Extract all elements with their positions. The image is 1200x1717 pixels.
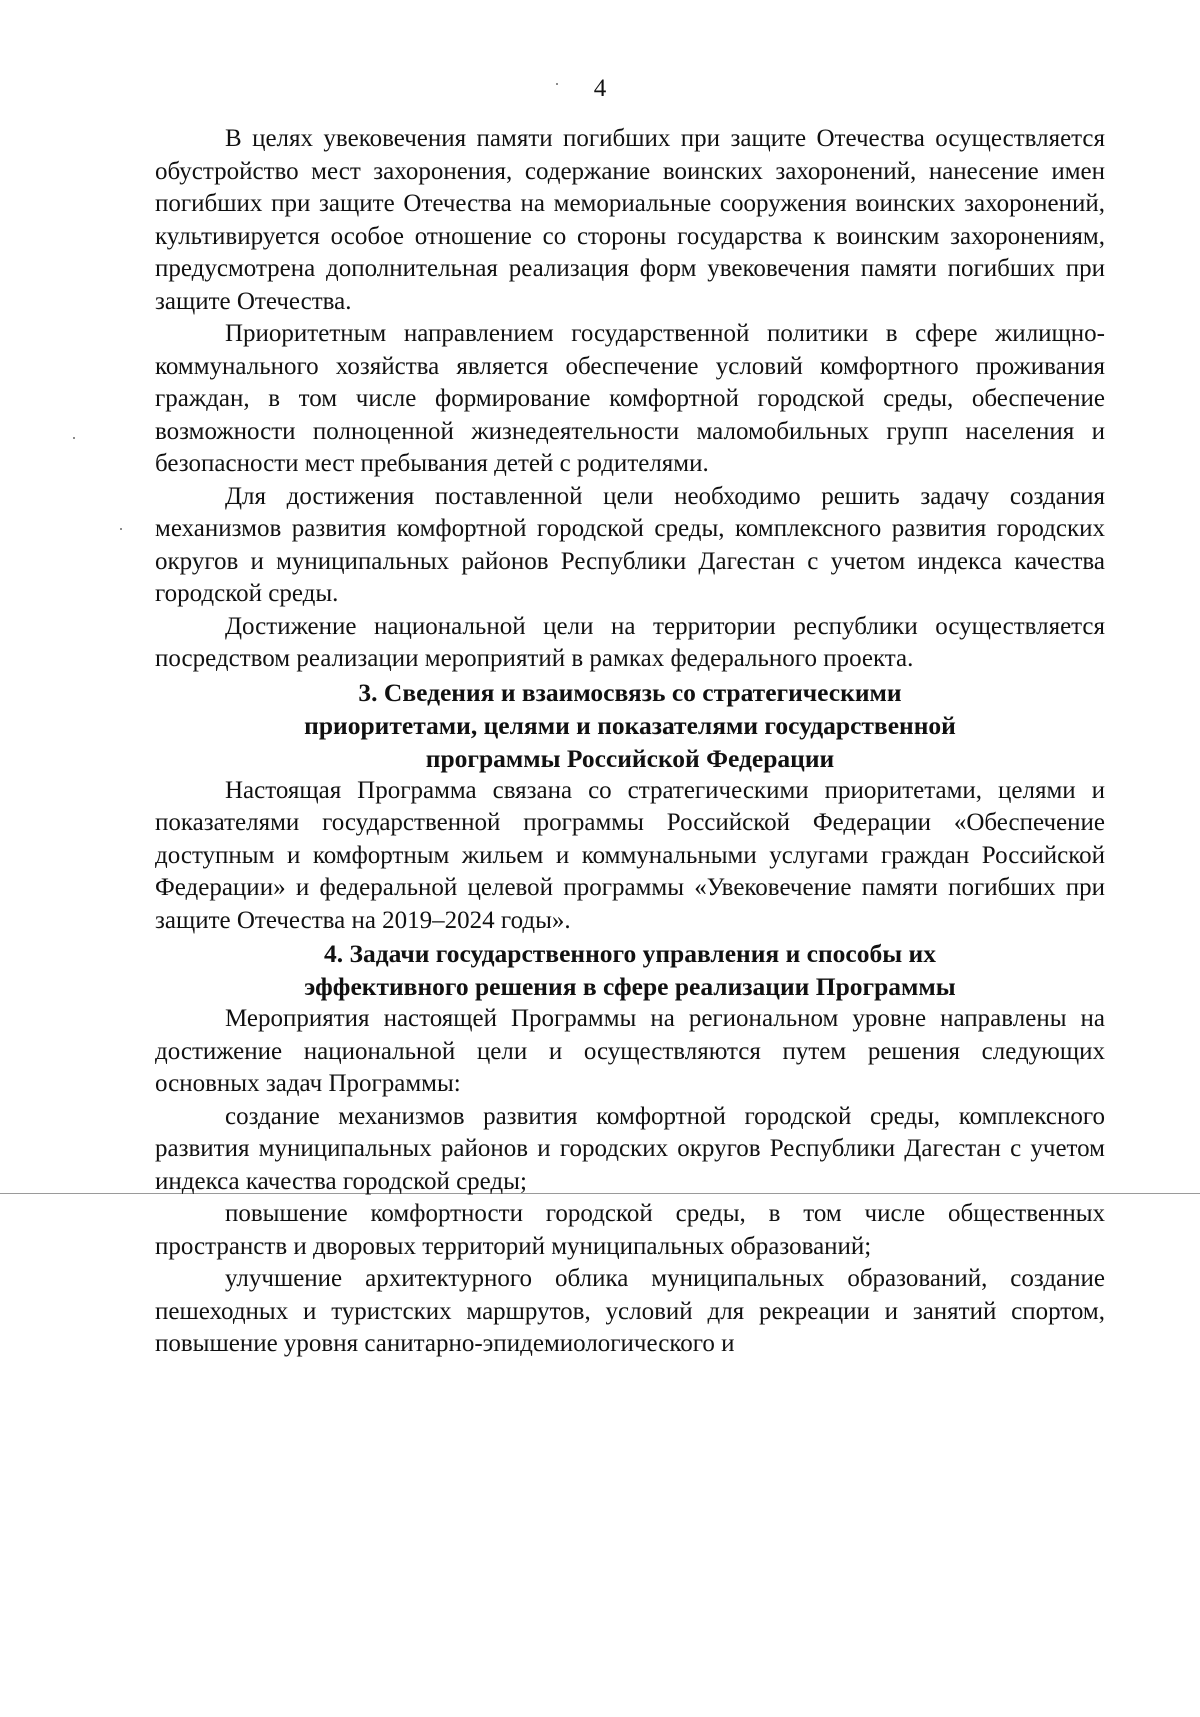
section-4-task-item: создание механизмов развития комфортной городской среды, комплексного развития муниципальных районов и городских округов Республики Дагестан с учетом индекса качества городской среды; bbox=[155, 1102, 1105, 1195]
section-4-heading-line: 4. Задачи государственного управления и способы их bbox=[324, 939, 936, 968]
paragraph-housing-priority: Приоритетным направлением государственной политики в сфере жилищно-коммунального хозяйства является обеспечение условий комфортного проживания граждан, в том числе формирование комфортной городской среды, обеспечение возможности полноценной жизнедеятельности маломобильных групп населения и безопасности мест пребывания детей с родителями. bbox=[155, 320, 1105, 477]
paragraph-national-goal: Достижение национальной цели на территории республики осуществляется посредством реализации мероприятий в рамках федерального проекта. bbox=[155, 612, 1105, 672]
scan-speck bbox=[556, 83, 558, 85]
paragraph-goal-task: Для достижения поставленной цели необходимо решить задачу создания механизмов развития комфортной городской среды, комплексного развития городских округов и муниципальных районов Республики Дагестан с учетом индекса качества городской среды. bbox=[155, 482, 1105, 607]
section-3-heading-line: программы Российской Федерации bbox=[425, 743, 835, 773]
scan-speck bbox=[73, 437, 75, 439]
page-number: 4 bbox=[593, 75, 607, 102]
section-3-paragraph: Настоящая Программа связана со стратегическими приоритетами, целями и показателями государственной программы Российской Федерации «Обеспечение доступным и комфортным жильем и коммунальными услугами граждан Российской Федерации» и федеральной целевой программы «Увековечение памяти погибших при защите Отечества на 2019–2024 годы». bbox=[155, 776, 1105, 934]
section-3-heading bbox=[155, 676, 1105, 775]
document-body bbox=[155, 123, 1105, 1361]
scan-speck bbox=[120, 528, 122, 530]
section-4-task-item: улучшение архитектурного облика муниципальных образований, создание пешеходных и туристских маршрутов, условий для рекреации и занятий спортом, повышение уровня санитарно-эпидемиологического и bbox=[155, 1265, 1105, 1357]
section-4-paragraph-intro: Мероприятия настоящей Программы на региональном уровне направлены на достижение национальной цели и осуществляются путем решения следующих основных задач Программы: bbox=[155, 1005, 1105, 1097]
section-4-heading-line: эффективного решения в сфере реализации Программы bbox=[304, 972, 956, 1001]
section-4-task-item: повышение комфортности городской среды, в том числе общественных пространств и дворовых территорий муниципальных образований; bbox=[155, 1200, 1105, 1260]
section-3-heading-line: 3. Сведения и взаимосвязь со стратегическими bbox=[358, 677, 902, 707]
section-4-heading bbox=[155, 937, 1105, 1003]
section-3-heading-line: приоритетами, целями и показателями государственной bbox=[304, 710, 956, 740]
paragraph-memorial: В целях увековечения памяти погибших при защите Отечества осуществляется обустройство мест захоронения, содержание воинских захоронений, нанесение имен погибших при защите Отечества на мемориальные сооружения воинских захоронений, культивируется особое отношение со стороны государства к воинским захоронениям, предусмотрена дополнительная реализация форм увековечения памяти погибших при защите Отечества. bbox=[155, 125, 1105, 315]
